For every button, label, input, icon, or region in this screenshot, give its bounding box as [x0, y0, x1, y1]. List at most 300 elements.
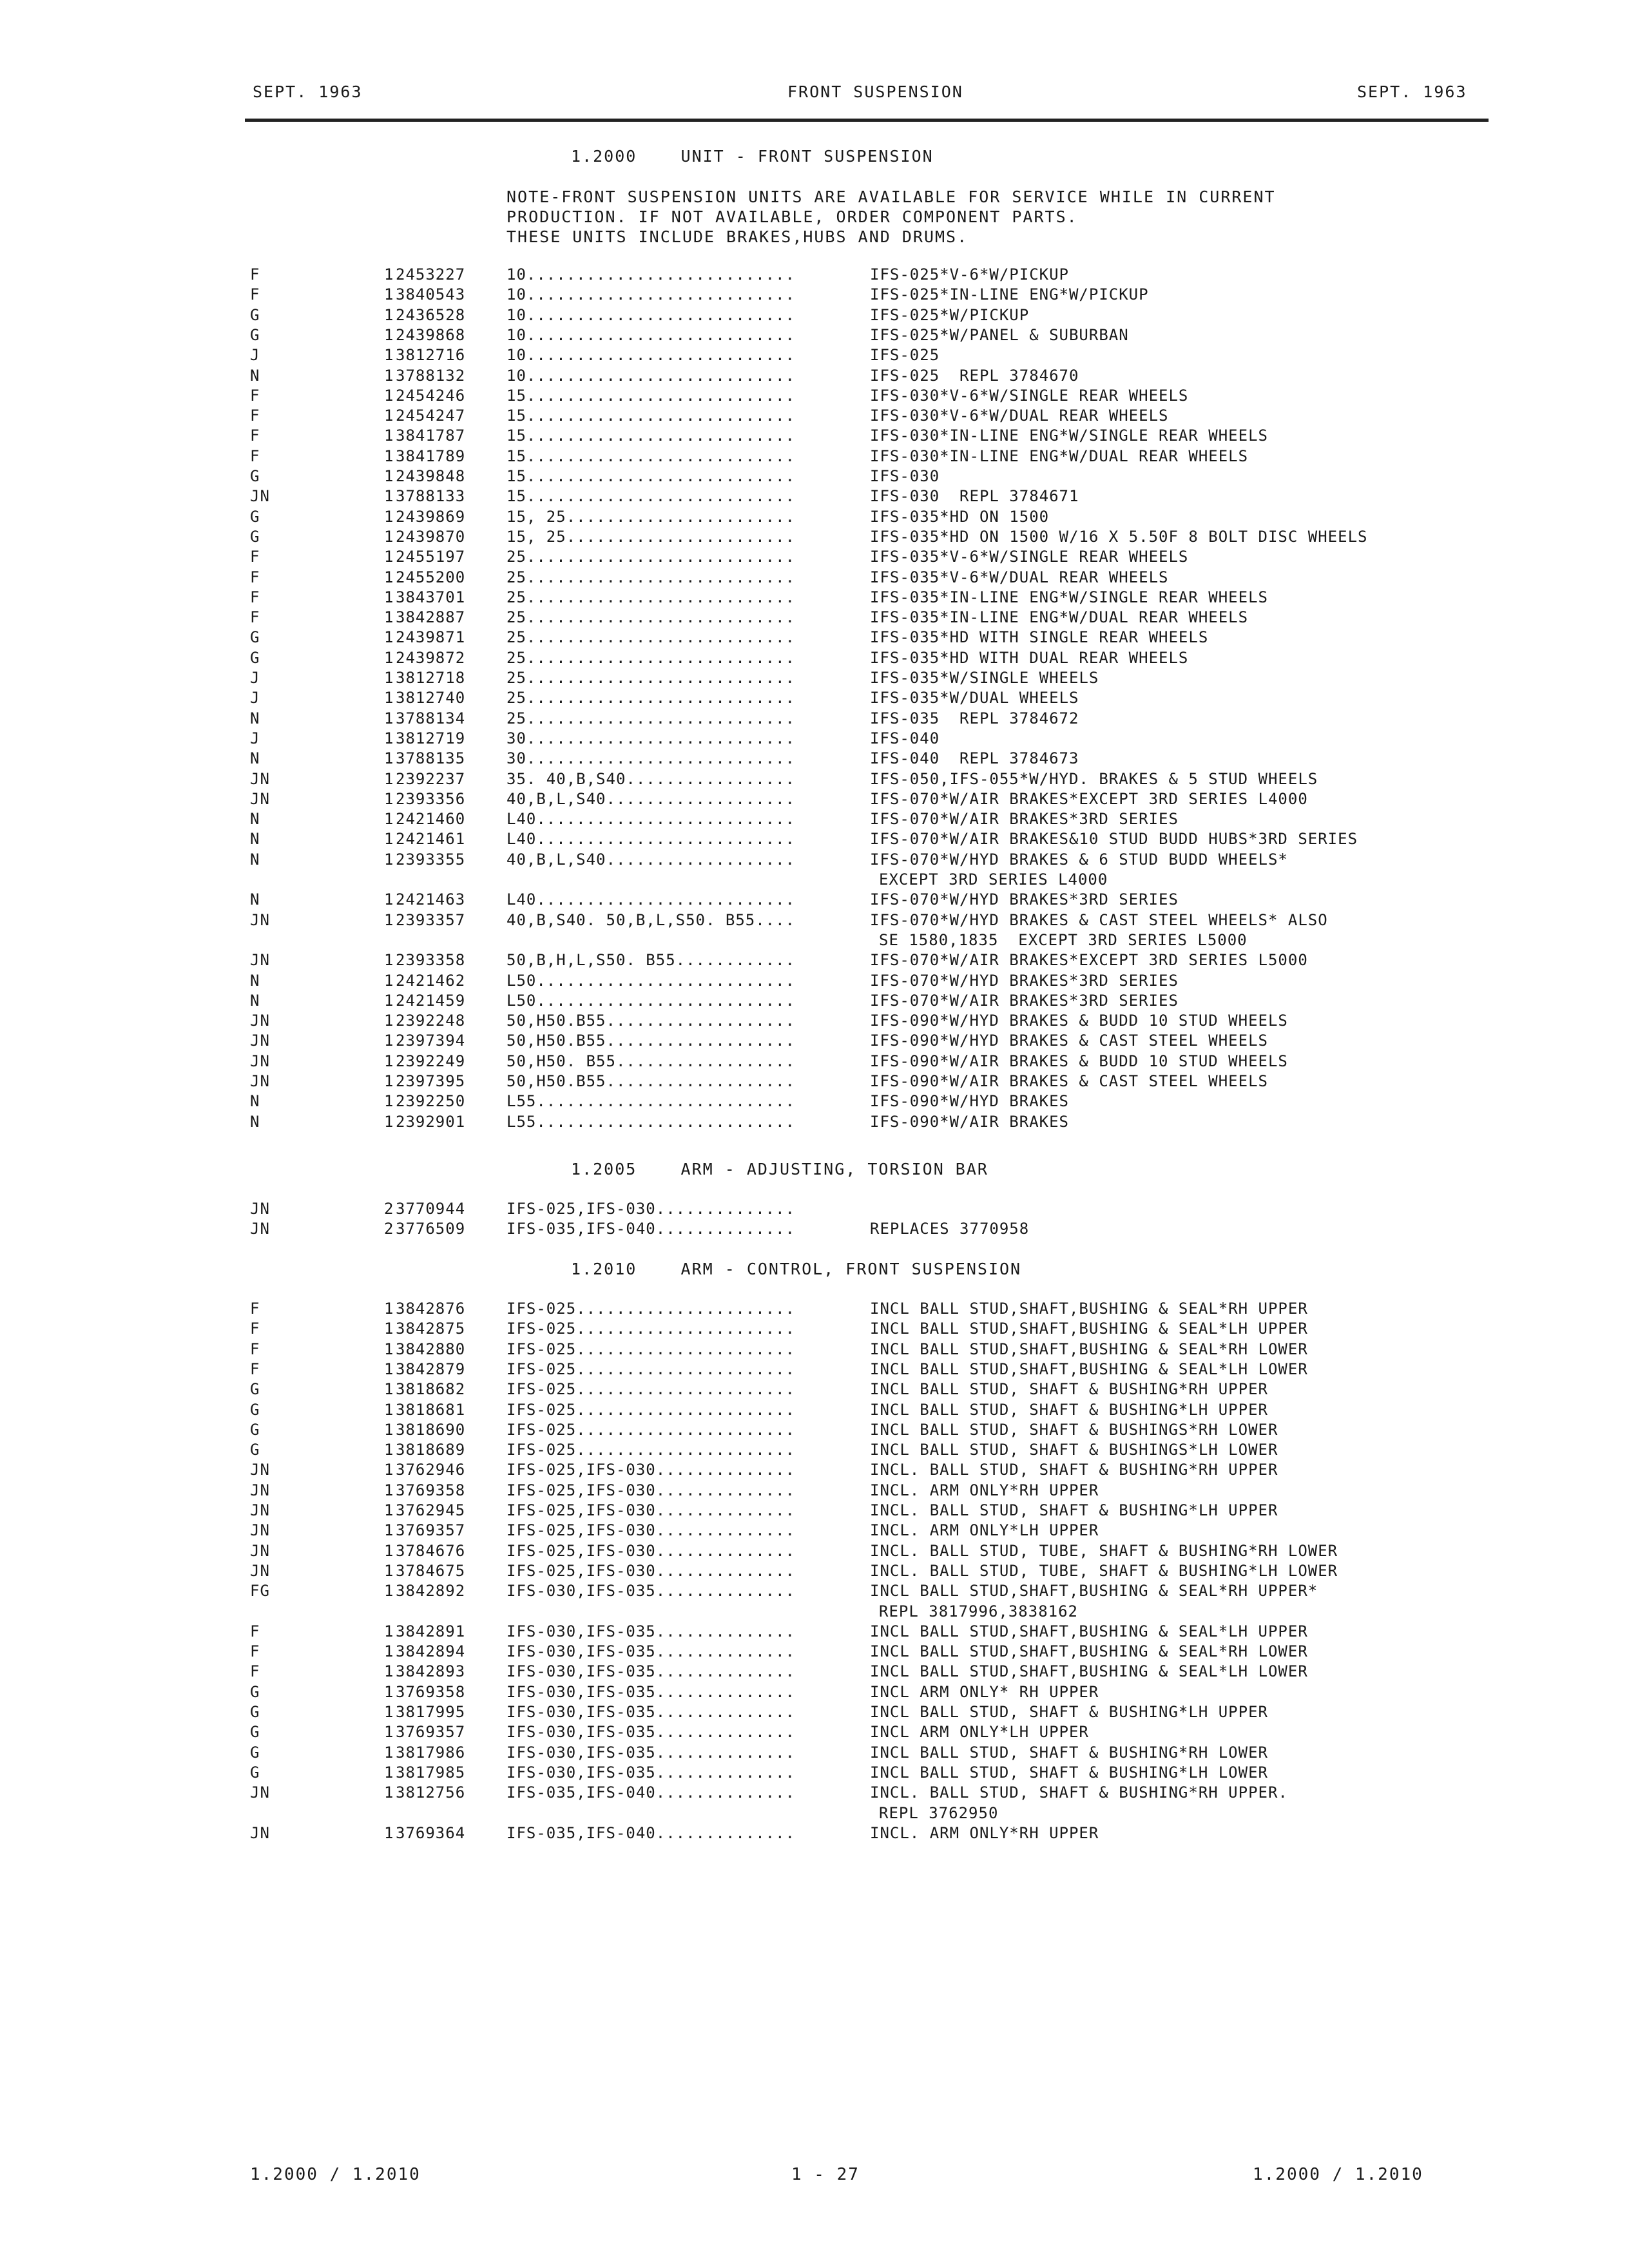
- quantity: 1: [384, 1521, 394, 1540]
- part-description: INCL ARM ONLY*LH UPPER: [870, 1723, 1089, 1742]
- part-description: IFS-035*V-6*W/DUAL REAR WHEELS: [870, 568, 1169, 586]
- part-number: 2454246: [396, 386, 466, 405]
- model-applicability: IFS-030,IFS-035..............: [506, 1763, 796, 1782]
- quantity: 1: [384, 407, 394, 425]
- part-description: INCL. BALL STUD, SHAFT & BUSHING*RH UPPER: [870, 1461, 1278, 1479]
- part-number: 3788133: [396, 487, 466, 506]
- quantity: 1: [384, 1052, 394, 1070]
- model-applicability: L40..........................: [506, 810, 796, 829]
- part-number: 2421462: [396, 971, 466, 990]
- model-code: G: [250, 1723, 260, 1742]
- part-description: INCL ARM ONLY* RH UPPER: [870, 1682, 1099, 1701]
- part-description: IFS-090*W/AIR BRAKES & BUDD 10 STUD WHEELS: [870, 1052, 1288, 1070]
- part-number: 3769364: [396, 1823, 466, 1842]
- part-number: 3840543: [396, 285, 466, 304]
- quantity: 1: [384, 507, 394, 526]
- quantity: 1: [384, 1072, 394, 1090]
- model-applicability: 40,B,S40. 50,B,L,S50. B55....: [506, 910, 796, 929]
- quantity: 1: [384, 850, 394, 869]
- model-applicability: 15, 25.......................: [506, 507, 796, 526]
- model-applicability: IFS-030,IFS-035..............: [506, 1723, 796, 1742]
- model-applicability: IFS-025,IFS-030..............: [506, 1461, 796, 1479]
- model-applicability: 15...........................: [506, 447, 796, 465]
- quantity: 1: [384, 1461, 394, 1479]
- model-code: F: [250, 265, 260, 284]
- quantity: 1: [384, 427, 394, 445]
- part-number: 2392248: [396, 1012, 466, 1030]
- model-code: G: [250, 305, 260, 324]
- part-description: IFS-025*W/PICKUP: [870, 305, 1030, 324]
- model-code: F: [250, 447, 260, 465]
- part-number: 3818690: [396, 1420, 466, 1439]
- quantity: 1: [384, 830, 394, 849]
- model-code: F: [250, 588, 260, 606]
- model-code: JN: [250, 1200, 270, 1218]
- model-applicability: 15...........................: [506, 467, 796, 485]
- part-number: 3841787: [396, 427, 466, 445]
- quantity: 1: [384, 810, 394, 829]
- part-description: IFS-070*W/AIR BRAKES*EXCEPT 3RD SERIES L4000: [870, 789, 1308, 808]
- model-code: G: [250, 1763, 260, 1782]
- part-description: IFS-025*IN-LINE ENG*W/PICKUP: [870, 285, 1149, 304]
- model-code: N: [250, 850, 260, 869]
- model-code: JN: [250, 1220, 270, 1238]
- part-number: 3769357: [396, 1521, 466, 1540]
- part-description: IFS-035*W/SINGLE WHEELS: [870, 669, 1099, 687]
- part-number: 3788134: [396, 709, 466, 727]
- model-code: JN: [250, 951, 270, 970]
- model-applicability: 10...........................: [506, 305, 796, 324]
- section-heading: 1.2010 ARM - CONTROL, FRONT SUSPENSION: [571, 1260, 1022, 1278]
- model-code: JN: [250, 1501, 270, 1519]
- quantity: 1: [384, 729, 394, 747]
- part-description: IFS-070*W/HYD BRAKES*3RD SERIES: [870, 890, 1179, 909]
- model-applicability: IFS-025......................: [506, 1320, 796, 1338]
- quantity: 1: [384, 1823, 394, 1842]
- model-applicability: IFS-025,IFS-030..............: [506, 1521, 796, 1540]
- part-number: 2439872: [396, 648, 466, 667]
- quantity: 1: [384, 1481, 394, 1499]
- part-number: 3842891: [396, 1622, 466, 1640]
- model-code: F: [250, 1360, 260, 1378]
- part-description: INCL BALL STUD, SHAFT & BUSHING*LH LOWER: [870, 1763, 1268, 1782]
- model-code: N: [250, 991, 260, 1010]
- quantity: 1: [384, 1012, 394, 1030]
- model-code: F: [250, 386, 260, 405]
- part-number: 3812716: [396, 346, 466, 365]
- model-applicability: IFS-025,IFS-030..............: [506, 1501, 796, 1519]
- part-description: INCL BALL STUD,SHAFT,BUSHING & SEAL*LH LOWER: [870, 1360, 1308, 1378]
- model-code: N: [250, 830, 260, 849]
- part-description: INCL. BALL STUD, TUBE, SHAFT & BUSHING*RH LOWER: [870, 1541, 1338, 1560]
- part-number: 2392237: [396, 769, 466, 788]
- part-description: INCL. BALL STUD, TUBE, SHAFT & BUSHING*LH LOWER: [870, 1561, 1338, 1580]
- model-code: J: [250, 689, 260, 707]
- description-continuation: SE 1580,1835 EXCEPT 3RD SERIES L5000: [879, 930, 1248, 949]
- model-code: F: [250, 1340, 260, 1358]
- model-applicability: IFS-035,IFS-040..............: [506, 1783, 796, 1802]
- part-description: IFS-035*HD ON 1500: [870, 507, 1050, 526]
- model-applicability: 10...........................: [506, 325, 796, 344]
- model-applicability: 15, 25.......................: [506, 527, 796, 546]
- model-applicability: IFS-035,IFS-040..............: [506, 1220, 796, 1238]
- part-description: IFS-035 REPL 3784672: [870, 709, 1079, 727]
- model-code: JN: [250, 1561, 270, 1580]
- quantity: 1: [384, 1420, 394, 1439]
- part-description: INCL BALL STUD, SHAFT & BUSHINGS*LH LOWER: [870, 1441, 1278, 1459]
- part-number: 2439871: [396, 628, 466, 647]
- part-number: 3776509: [396, 1220, 466, 1238]
- part-number: 2439848: [396, 467, 466, 485]
- quantity: 1: [384, 951, 394, 970]
- part-description: IFS-025*W/PANEL & SUBURBAN: [870, 325, 1129, 344]
- quantity: 1: [384, 648, 394, 667]
- model-code: G: [250, 527, 260, 546]
- note-line: NOTE-FRONT SUSPENSION UNITS ARE AVAILABLE FOR SERVICE WHILE IN CURRENT: [506, 187, 1276, 206]
- quantity: 1: [384, 1541, 394, 1560]
- model-applicability: 15...........................: [506, 386, 796, 405]
- quantity: 1: [384, 1360, 394, 1378]
- section-heading: 1.2005 ARM - ADJUSTING, TORSION BAR: [571, 1160, 988, 1178]
- model-applicability: 25...........................: [506, 689, 796, 707]
- quantity: 1: [384, 1112, 394, 1131]
- quantity: 1: [384, 669, 394, 687]
- model-applicability: 25...........................: [506, 588, 796, 606]
- part-number: 3841789: [396, 447, 466, 465]
- part-description: IFS-040 REPL 3784673: [870, 749, 1079, 768]
- quantity: 1: [384, 628, 394, 647]
- model-applicability: IFS-030,IFS-035..............: [506, 1662, 796, 1681]
- model-applicability: 10...........................: [506, 265, 796, 284]
- part-description: REPLACES 3770958: [870, 1220, 1030, 1238]
- footer-right: 1.2000 / 1.2010: [1253, 2165, 1423, 2184]
- part-number: 2393357: [396, 910, 466, 929]
- model-applicability: IFS-030,IFS-035..............: [506, 1703, 796, 1721]
- part-number: 2454247: [396, 407, 466, 425]
- part-number: 3788132: [396, 366, 466, 385]
- part-description: INCL BALL STUD,SHAFT,BUSHING & SEAL*RH UPPER: [870, 1300, 1308, 1318]
- part-number: 3818682: [396, 1380, 466, 1399]
- part-number: 3784676: [396, 1541, 466, 1560]
- description-continuation: EXCEPT 3RD SERIES L4000: [879, 870, 1108, 889]
- quantity: 1: [384, 749, 394, 768]
- part-description: IFS-030*IN-LINE ENG*W/DUAL REAR WHEELS: [870, 447, 1249, 465]
- model-code: J: [250, 669, 260, 687]
- quantity: 1: [384, 1092, 394, 1111]
- part-number: 3817995: [396, 1703, 466, 1721]
- part-description: IFS-040: [870, 729, 940, 747]
- part-number: 2455200: [396, 568, 466, 586]
- model-code: J: [250, 729, 260, 747]
- quantity: 1: [384, 346, 394, 365]
- model-applicability: 50,H50.B55...................: [506, 1072, 796, 1090]
- quantity: 1: [384, 386, 394, 405]
- part-description: IFS-070*W/HYD BRAKES & CAST STEEL WHEELS* ALSO: [870, 910, 1328, 929]
- model-code: N: [250, 749, 260, 768]
- quantity: 2: [384, 1220, 394, 1238]
- model-code: JN: [250, 1012, 270, 1030]
- quantity: 1: [384, 971, 394, 990]
- quantity: 1: [384, 1501, 394, 1519]
- model-applicability: IFS-035,IFS-040..............: [506, 1823, 796, 1842]
- model-applicability: 15...........................: [506, 407, 796, 425]
- part-number: 2436528: [396, 305, 466, 324]
- model-code: G: [250, 648, 260, 667]
- model-applicability: IFS-025,IFS-030..............: [506, 1200, 796, 1218]
- quantity: 1: [384, 1032, 394, 1050]
- model-applicability: 30...........................: [506, 749, 796, 768]
- part-description: INCL BALL STUD, SHAFT & BUSHINGS*RH LOWER: [870, 1420, 1278, 1439]
- model-applicability: 40,B,L,S40...................: [506, 789, 796, 808]
- quantity: 1: [384, 588, 394, 606]
- section-note: [506, 187, 1276, 247]
- model-code: JN: [250, 1521, 270, 1540]
- part-number: 3842893: [396, 1662, 466, 1681]
- model-code: JN: [250, 1072, 270, 1090]
- quantity: 1: [384, 285, 394, 304]
- model-code: JN: [250, 769, 270, 788]
- part-number: 3843701: [396, 588, 466, 606]
- model-code: F: [250, 1622, 260, 1640]
- quantity: 1: [384, 325, 394, 344]
- part-number: 3769358: [396, 1481, 466, 1499]
- part-number: 3817985: [396, 1763, 466, 1782]
- part-description: IFS-050,IFS-055*W/HYD. BRAKES & 5 STUD WHEELS: [870, 769, 1318, 788]
- quantity: 1: [384, 1723, 394, 1742]
- part-number: 2397394: [396, 1032, 466, 1050]
- quantity: 2: [384, 1200, 394, 1218]
- model-code: F: [250, 285, 260, 304]
- part-number: 2421461: [396, 830, 466, 849]
- model-code: F: [250, 568, 260, 586]
- part-description: INCL. BALL STUD, SHAFT & BUSHING*RH UPPER.: [870, 1783, 1288, 1802]
- part-number: 2392250: [396, 1092, 466, 1111]
- part-description: IFS-070*W/AIR BRAKES&10 STUD BUDD HUBS*3RD SERIES: [870, 830, 1358, 849]
- quantity: 1: [384, 487, 394, 506]
- model-applicability: 40,B,L,S40...................: [506, 850, 796, 869]
- quantity: 1: [384, 527, 394, 546]
- part-number: 3842880: [396, 1340, 466, 1358]
- model-applicability: 25...........................: [506, 548, 796, 566]
- model-applicability: 25...........................: [506, 709, 796, 727]
- part-number: 3842876: [396, 1300, 466, 1318]
- model-code: JN: [250, 487, 270, 506]
- part-number: 2397395: [396, 1072, 466, 1090]
- model-code: F: [250, 1300, 260, 1318]
- model-applicability: IFS-025......................: [506, 1360, 796, 1378]
- model-applicability: IFS-025......................: [506, 1420, 796, 1439]
- part-number: 2421459: [396, 991, 466, 1010]
- quantity: 1: [384, 1783, 394, 1802]
- model-applicability: 25...........................: [506, 669, 796, 687]
- header-right-date: SEPT. 1963: [1357, 82, 1467, 101]
- part-description: INCL. ARM ONLY*LH UPPER: [870, 1521, 1099, 1540]
- quantity: 1: [384, 305, 394, 324]
- part-description: INCL. ARM ONLY*RH UPPER: [870, 1823, 1099, 1842]
- part-description: INCL BALL STUD,SHAFT,BUSHING & SEAL*LH LOWER: [870, 1662, 1308, 1681]
- quantity: 1: [384, 1300, 394, 1318]
- part-description: IFS-090*W/AIR BRAKES: [870, 1112, 1069, 1131]
- part-description: IFS-035*IN-LINE ENG*W/DUAL REAR WHEELS: [870, 608, 1249, 627]
- description-continuation: REPL 3762950: [879, 1803, 999, 1822]
- model-code: G: [250, 325, 260, 344]
- part-description: IFS-090*W/HYD BRAKES: [870, 1092, 1069, 1111]
- quantity: 1: [384, 1622, 394, 1640]
- part-description: IFS-030*IN-LINE ENG*W/SINGLE REAR WHEELS: [870, 427, 1268, 445]
- model-code: F: [250, 1662, 260, 1681]
- model-applicability: IFS-025......................: [506, 1400, 796, 1419]
- model-code: G: [250, 467, 260, 485]
- part-description: INCL BALL STUD,SHAFT,BUSHING & SEAL*RH LOWER: [870, 1340, 1308, 1358]
- quantity: 1: [384, 1682, 394, 1701]
- quantity: 1: [384, 467, 394, 485]
- model-code: F: [250, 1320, 260, 1338]
- quantity: 1: [384, 265, 394, 284]
- part-description: IFS-070*W/HYD BRAKES & 6 STUD BUDD WHEELS*: [870, 850, 1288, 869]
- quantity: 1: [384, 709, 394, 727]
- part-description: INCL BALL STUD, SHAFT & BUSHING*LH UPPER: [870, 1703, 1268, 1721]
- part-description: IFS-030: [870, 467, 940, 485]
- part-description: IFS-030*V-6*W/DUAL REAR WHEELS: [870, 407, 1169, 425]
- quantity: 1: [384, 1763, 394, 1782]
- part-description: IFS-070*W/HYD BRAKES*3RD SERIES: [870, 971, 1179, 990]
- part-description: IFS-025*V-6*W/PICKUP: [870, 265, 1069, 284]
- model-applicability: IFS-025,IFS-030..............: [506, 1561, 796, 1580]
- model-code: G: [250, 1441, 260, 1459]
- part-number: 3812740: [396, 689, 466, 707]
- part-description: INCL BALL STUD, SHAFT & BUSHING*RH LOWER: [870, 1743, 1268, 1762]
- part-number: 3842887: [396, 608, 466, 627]
- model-code: G: [250, 1420, 260, 1439]
- model-code: JN: [250, 1461, 270, 1479]
- quantity: 1: [384, 910, 394, 929]
- quantity: 1: [384, 1340, 394, 1358]
- model-applicability: IFS-025......................: [506, 1340, 796, 1358]
- model-code: G: [250, 1703, 260, 1721]
- model-code: N: [250, 709, 260, 727]
- model-applicability: L50..........................: [506, 971, 796, 990]
- model-applicability: 25...........................: [506, 608, 796, 627]
- model-code: JN: [250, 1823, 270, 1842]
- model-applicability: 15...........................: [506, 487, 796, 506]
- part-description: INCL BALL STUD,SHAFT,BUSHING & SEAL*LH UPPER: [870, 1320, 1308, 1338]
- quantity: 1: [384, 1441, 394, 1459]
- model-applicability: 50,H50.B55...................: [506, 1032, 796, 1050]
- part-description: IFS-025 REPL 3784670: [870, 366, 1079, 385]
- model-applicability: 10...........................: [506, 285, 796, 304]
- model-applicability: IFS-030,IFS-035..............: [506, 1743, 796, 1762]
- part-number: 3762945: [396, 1501, 466, 1519]
- quantity: 1: [384, 447, 394, 465]
- part-number: 3769357: [396, 1723, 466, 1742]
- part-number: 3812756: [396, 1783, 466, 1802]
- part-description: IFS-090*W/HYD BRAKES & BUDD 10 STUD WHEELS: [870, 1012, 1288, 1030]
- quantity: 1: [384, 1743, 394, 1762]
- part-number: 3817986: [396, 1743, 466, 1762]
- part-description: IFS-035*HD WITH DUAL REAR WHEELS: [870, 648, 1189, 667]
- model-code: G: [250, 1380, 260, 1399]
- quantity: 1: [384, 1582, 394, 1600]
- part-number: 2439869: [396, 507, 466, 526]
- part-number: 3842894: [396, 1642, 466, 1661]
- quantity: 1: [384, 1703, 394, 1721]
- note-line: THESE UNITS INCLUDE BRAKES,HUBS AND DRUMS.: [506, 227, 969, 246]
- model-code: F: [250, 427, 260, 445]
- description-continuation: REPL 3817996,3838162: [879, 1602, 1078, 1620]
- quantity: 1: [384, 1380, 394, 1399]
- part-number: 3842875: [396, 1320, 466, 1338]
- part-description: IFS-030 REPL 3784671: [870, 487, 1079, 506]
- part-description: IFS-035*IN-LINE ENG*W/SINGLE REAR WHEELS: [870, 588, 1268, 606]
- part-description: IFS-025: [870, 346, 940, 365]
- part-number: 3812719: [396, 729, 466, 747]
- part-description: IFS-070*W/AIR BRAKES*3RD SERIES: [870, 991, 1179, 1010]
- part-number: 3769358: [396, 1682, 466, 1701]
- model-code: F: [250, 608, 260, 627]
- model-code: N: [250, 890, 260, 909]
- part-number: 2421460: [396, 810, 466, 829]
- header-left-date: SEPT. 1963: [253, 82, 363, 101]
- quantity: 1: [384, 568, 394, 586]
- part-number: 2393355: [396, 850, 466, 869]
- note-line: PRODUCTION. IF NOT AVAILABLE, ORDER COMPONENT PARTS.: [506, 207, 1078, 226]
- quantity: 1: [384, 991, 394, 1010]
- quantity: 1: [384, 548, 394, 566]
- model-applicability: L40..........................: [506, 890, 796, 909]
- part-number: 2421463: [396, 890, 466, 909]
- model-code: JN: [250, 1783, 270, 1802]
- part-number: 2393358: [396, 951, 466, 970]
- quantity: 1: [384, 1320, 394, 1338]
- part-description: INCL. BALL STUD, SHAFT & BUSHING*LH UPPER: [870, 1501, 1278, 1519]
- part-number: 3812718: [396, 669, 466, 687]
- model-applicability: 50,B,H,L,S50. B55............: [506, 951, 796, 970]
- part-description: IFS-030*V-6*W/SINGLE REAR WHEELS: [870, 386, 1189, 405]
- section-heading: 1.2000 UNIT - FRONT SUSPENSION: [571, 147, 934, 166]
- part-number: 3788135: [396, 749, 466, 768]
- quantity: 1: [384, 366, 394, 385]
- model-applicability: L55..........................: [506, 1092, 796, 1111]
- model-applicability: IFS-030,IFS-035..............: [506, 1682, 796, 1701]
- part-description: IFS-035*HD ON 1500 W/16 X 5.50F 8 BOLT DISC WHEELS: [870, 527, 1368, 546]
- model-applicability: 10...........................: [506, 366, 796, 385]
- model-code: G: [250, 1682, 260, 1701]
- model-applicability: IFS-025......................: [506, 1441, 796, 1459]
- model-applicability: IFS-030,IFS-035..............: [506, 1642, 796, 1661]
- model-code: G: [250, 1743, 260, 1762]
- model-code: N: [250, 971, 260, 990]
- quantity: 1: [384, 1400, 394, 1419]
- part-description: IFS-035*HD WITH SINGLE REAR WHEELS: [870, 628, 1209, 647]
- quantity: 1: [384, 689, 394, 707]
- quantity: 1: [384, 890, 394, 909]
- model-code: F: [250, 548, 260, 566]
- model-code: N: [250, 366, 260, 385]
- quantity: 1: [384, 608, 394, 627]
- model-applicability: 10...........................: [506, 346, 796, 365]
- part-description: INCL BALL STUD, SHAFT & BUSHING*LH UPPER: [870, 1400, 1268, 1419]
- part-description: INCL BALL STUD,SHAFT,BUSHING & SEAL*RH LOWER: [870, 1642, 1308, 1661]
- part-number: 3770944: [396, 1200, 466, 1218]
- model-applicability: IFS-025,IFS-030..............: [506, 1481, 796, 1499]
- model-applicability: IFS-025......................: [506, 1300, 796, 1318]
- model-applicability: 25...........................: [506, 648, 796, 667]
- model-code: F: [250, 407, 260, 425]
- model-code: JN: [250, 1032, 270, 1050]
- part-number: 3784675: [396, 1561, 466, 1580]
- part-description: INCL BALL STUD,SHAFT,BUSHING & SEAL*RH UPPER*: [870, 1582, 1318, 1600]
- model-applicability: 35. 40,B,S40.................: [506, 769, 796, 788]
